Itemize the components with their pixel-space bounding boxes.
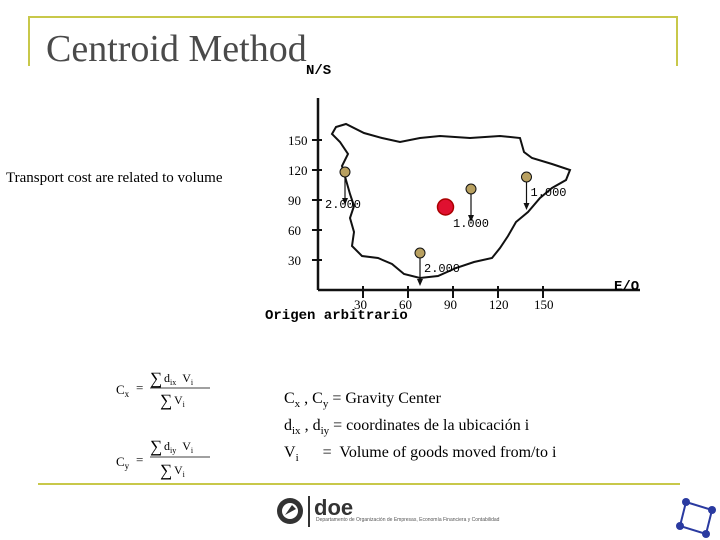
- location-arrow: [417, 279, 423, 286]
- x-axis-label: E/O: [614, 279, 640, 295]
- svg-text:Cx: $C_x$: [116, 382, 130, 399]
- volume-label: 1.000: [530, 186, 567, 200]
- definition-line-1: $C_x$ , $C_y$ = Gravity Center: [284, 390, 441, 411]
- doe-logo: [276, 493, 386, 529]
- svg-text:dixVi: $d_{ix}$ $V_i$: [164, 371, 194, 387]
- slide-title: Centroid Method: [46, 28, 307, 70]
- volume-label: 1.000: [453, 217, 490, 231]
- y-tick-label: 120: [288, 163, 308, 178]
- location-point: [466, 184, 476, 194]
- svg-text:Vi: $V_i$: [174, 463, 185, 479]
- location-point: [340, 167, 350, 177]
- x-tick-label: 90: [444, 297, 457, 312]
- x-tick-label: 30: [354, 297, 367, 312]
- bottom-rule: [38, 483, 680, 485]
- svg-text:diyVi: $d_{iy}$ $V_i$: [164, 439, 194, 455]
- y-tick-label: 90: [288, 193, 301, 208]
- svg-text:∑: ∑: [160, 461, 173, 480]
- cy-formula: [116, 437, 210, 480]
- centroid-formulas: [110, 362, 240, 487]
- location-point: [415, 248, 425, 258]
- y-tick-label: 30: [288, 253, 301, 268]
- y-tick-label: 60: [288, 223, 301, 238]
- corner-decoration-icon: [674, 496, 718, 538]
- cx-formula: [116, 369, 210, 410]
- x-tick-label: 150: [534, 297, 554, 312]
- svg-text:=: =: [136, 380, 144, 395]
- logo-tagline: Departamento de Organización de Empresas, Economía Financiera y Contabilidad: [316, 517, 500, 523]
- centroid-point: [438, 199, 454, 215]
- x-tick-label: 60: [399, 297, 412, 312]
- svg-text:∑: ∑: [150, 437, 163, 456]
- origin-label: Origen arbitrario: [265, 308, 408, 324]
- definitions: [284, 388, 556, 470]
- definition-line-3: $V_i$ = Volume of goods moved from/to i: [284, 444, 557, 465]
- y-tick-label: 150: [288, 133, 308, 148]
- x-tick-label: 120: [489, 297, 509, 312]
- svg-text:=: =: [136, 452, 144, 467]
- svg-text:Vi: $V_i$: [174, 393, 185, 409]
- svg-text:Cy: $C_y$: [116, 454, 130, 471]
- svg-text:∑: ∑: [150, 369, 163, 388]
- svg-text:doe: doe: [314, 495, 354, 520]
- location-point: [522, 172, 532, 182]
- side-note: Transport cost are related to volume: [6, 170, 223, 186]
- definition-line-2: $d_{ix}$ , $d_{iy}$ = coordinates de la ubicación i: [284, 417, 530, 438]
- y-axis-label: N/S: [306, 63, 332, 79]
- volume-label: 2.000: [325, 198, 362, 212]
- volume-label: 2.000: [424, 262, 461, 276]
- svg-text:∑: ∑: [160, 391, 173, 410]
